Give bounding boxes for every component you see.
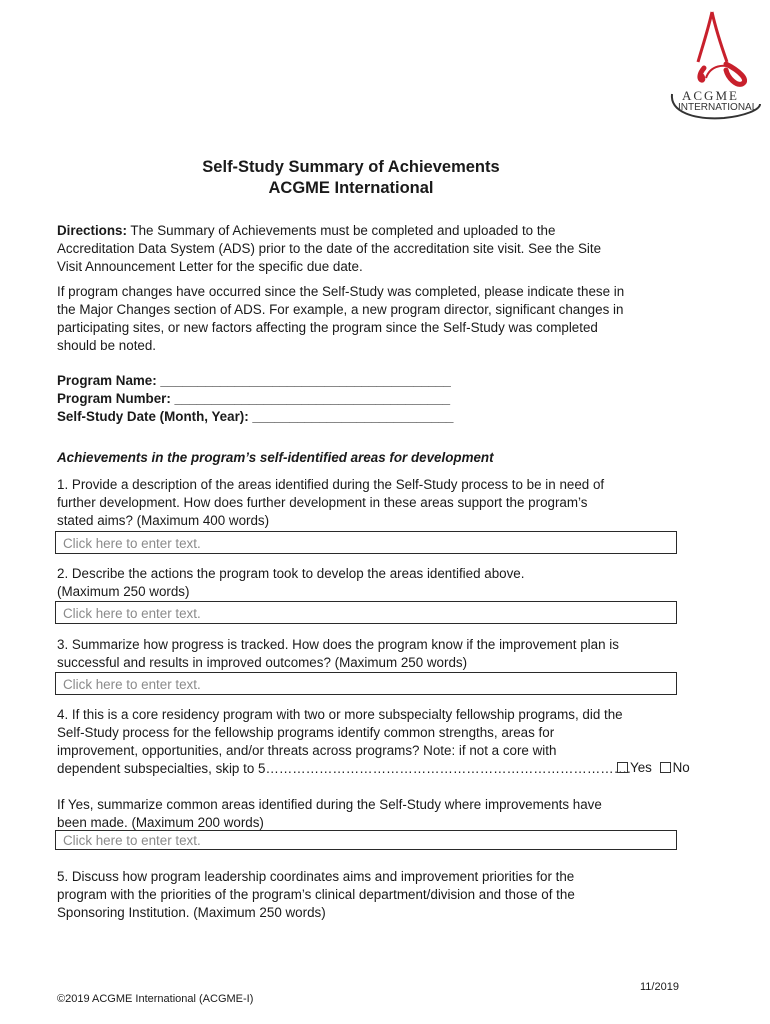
no-checkbox[interactable] — [660, 762, 671, 773]
footer-date: 11/2019 — [640, 981, 679, 993]
no-option[interactable] — [660, 760, 690, 775]
question-line: stated aims? (Maximum 400 words) — [57, 513, 270, 528]
yes-label: Yes — [630, 760, 652, 775]
question-line: 3. Summarize how progress is tracked. How does the program know if the improvement plan is — [57, 637, 619, 652]
yes-checkbox[interactable] — [617, 762, 628, 773]
page-subtitle: ACGME International — [268, 179, 434, 197]
changes-line: If program changes have occurred since the Self-Study was completed, please indicate these in — [57, 284, 625, 299]
question-line: Self-Study process for the fellowship programs identify common strengths, areas for — [57, 725, 555, 740]
self-study-date-field[interactable]: Self-Study Date (Month, Year): ___________________________ — [57, 409, 454, 424]
question-line: further development. How does further development in these areas support the program’s — [57, 495, 588, 510]
question-4 — [57, 706, 677, 778]
directions-label: Directions: — [57, 223, 127, 238]
answer-4-textbox[interactable]: Click here to enter text. — [55, 830, 677, 850]
directions-line: Accreditation Data System (ADS) prior to the date of the accreditation site visit. See the Site — [57, 241, 602, 256]
logo-text: ACGME — [682, 88, 739, 103]
logo-subtext: INTERNATIONAL — [678, 102, 758, 113]
yes-option[interactable] — [617, 760, 652, 775]
question-line: 4. If this is a core residency program with two or more subspecialty fellowship programs, did the — [57, 707, 623, 722]
program-name-field[interactable]: Program Name: _______________________________________ — [57, 373, 451, 388]
directions-line: Visit Announcement Letter for the specific due date. — [57, 259, 363, 274]
question-line: 1. Provide a description of the areas identified during the Self-Study process to be in need of — [57, 477, 605, 492]
directions-paragraph — [57, 222, 657, 276]
footer-copyright: ©2019 ACGME International (ACGME-I) — [57, 993, 254, 1005]
no-label: No — [672, 760, 690, 775]
section-heading: Achievements in the program’s self-identified areas for development — [57, 450, 494, 465]
directions-line: The Summary of Achievements must be completed and uploaded to the — [126, 223, 556, 238]
answer-3-textbox[interactable]: Click here to enter text. — [55, 672, 677, 695]
question-line: successful and results in improved outcomes? (Maximum 250 words) — [57, 655, 468, 670]
question-line: been made. (Maximum 200 words) — [57, 815, 264, 830]
question-line: 2. Describe the actions the program took to develop the areas identified above. — [57, 566, 525, 581]
question-line: improvement, opportunities, and/or threats across programs? Note: if not a core with — [57, 743, 557, 758]
question-line: Sponsoring Institution. (Maximum 250 words) — [57, 905, 326, 920]
question-5 — [57, 868, 657, 922]
question-line: program with the priorities of the program’s clinical department/division and those of the — [57, 887, 575, 902]
question-line: 5. Discuss how program leadership coordinates aims and improvement priorities for the — [57, 869, 575, 884]
changes-line: participating sites, or new factors affecting the program since the Self-Study was completed — [57, 320, 598, 335]
changes-paragraph — [57, 283, 657, 355]
question-line: dependent subspecialties, skip to 5………………………………………………………………………. — [57, 761, 631, 776]
question-1 — [57, 476, 657, 530]
changes-line: should be noted. — [57, 338, 157, 353]
question-line: If Yes, summarize common areas identified during the Self-Study where improvements have — [57, 797, 602, 812]
question-2 — [57, 565, 657, 601]
question-3 — [57, 636, 657, 672]
question-4-followup — [57, 796, 657, 832]
acgme-international-logo — [664, 8, 764, 126]
answer-1-textbox[interactable]: Click here to enter text. — [55, 531, 677, 554]
page-title: Self-Study Summary of Achievements — [202, 158, 500, 176]
program-number-field[interactable]: Program Number: _____________________________________ — [57, 391, 451, 406]
changes-line: the Major Changes section of ADS. For example, a new program director, significant changes in — [57, 302, 624, 317]
answer-2-textbox[interactable]: Click here to enter text. — [55, 601, 677, 624]
question-line: (Maximum 250 words) — [57, 584, 190, 599]
yes-no-options — [617, 760, 690, 775]
